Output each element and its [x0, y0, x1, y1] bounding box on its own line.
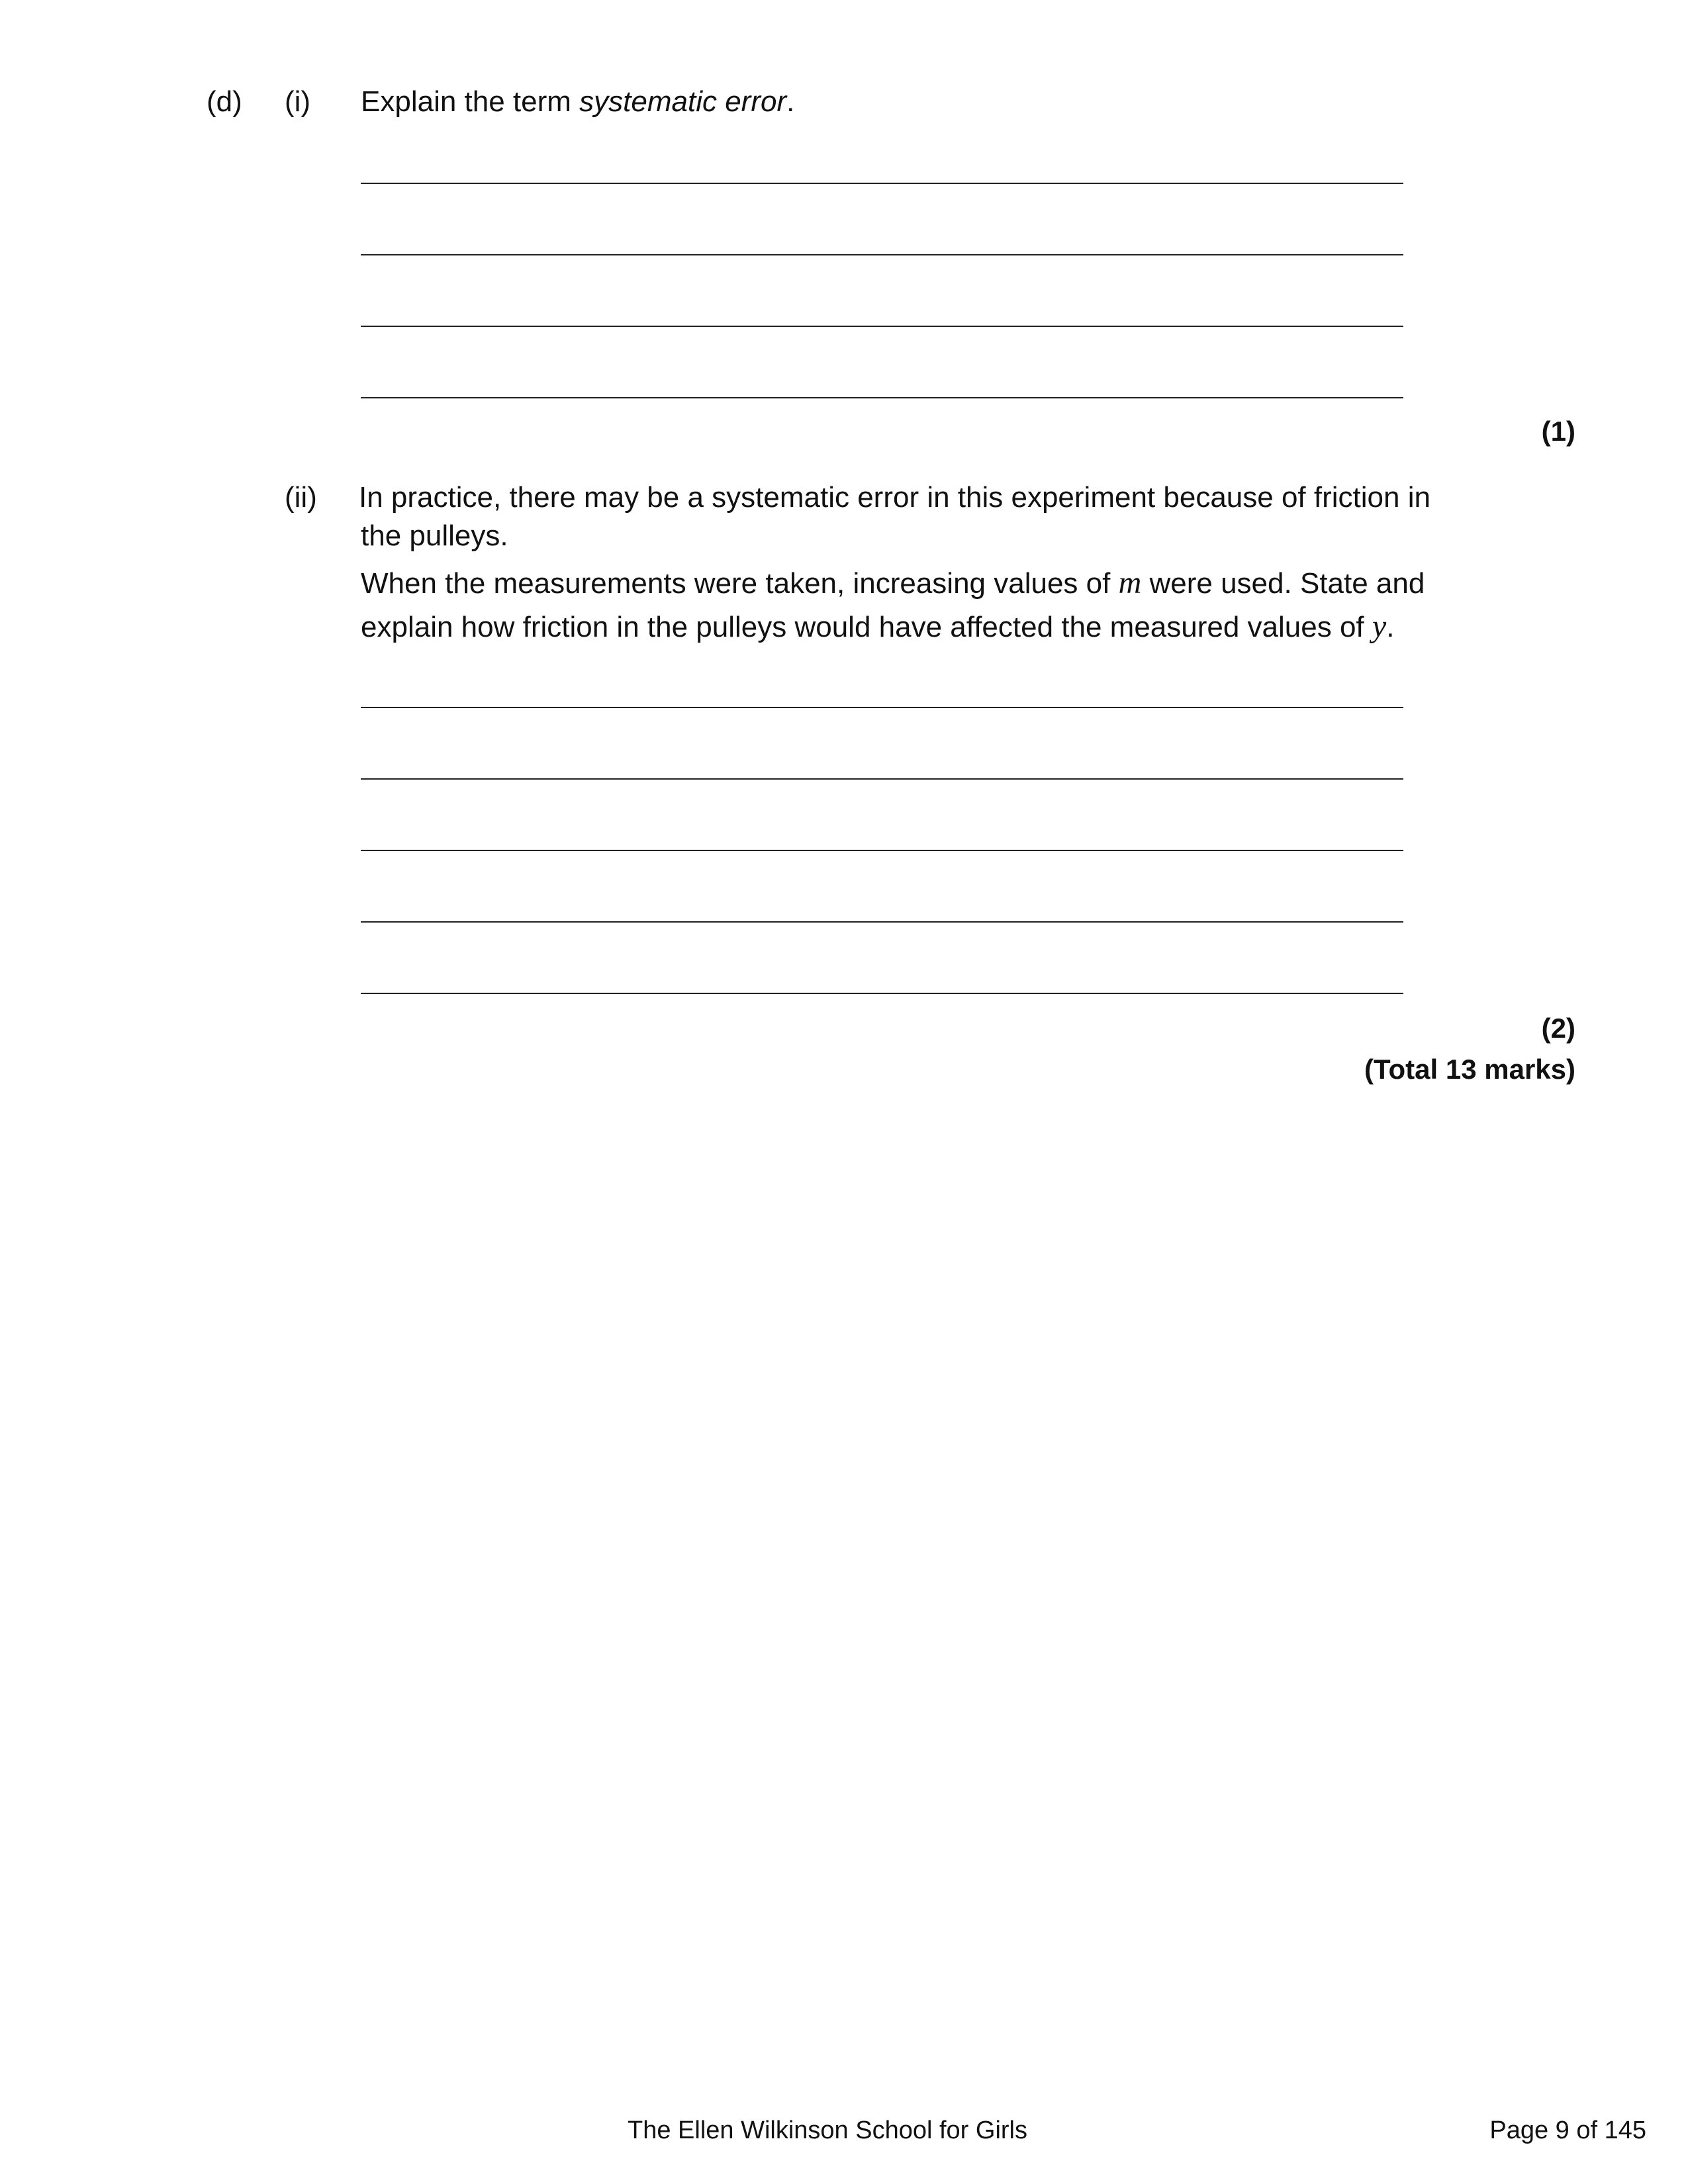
marks-i: (1)	[1541, 416, 1575, 447]
subpart-ii-label: (ii)	[285, 481, 317, 514]
answer-line-i-3[interactable]	[361, 326, 1403, 327]
question-ii-line-4-prefix: explain how friction in the pulleys would have affected the measured values of	[361, 611, 1372, 643]
question-i-suffix: .	[786, 85, 795, 118]
answer-line-ii-1[interactable]	[361, 707, 1403, 708]
answer-line-ii-4[interactable]	[361, 921, 1403, 923]
answer-line-i-1[interactable]	[361, 183, 1403, 184]
marks-ii: (2)	[1541, 1013, 1575, 1044]
question-ii-line-3-prefix: When the measurements were taken, increasing values of	[361, 567, 1119, 600]
question-ii-line-3	[361, 564, 1425, 602]
answer-line-ii-3[interactable]	[361, 850, 1403, 851]
question-ii-line-3-suffix: were used. State and	[1141, 567, 1425, 600]
question-i-prefix: Explain the term	[361, 85, 580, 118]
part-label: (d)	[207, 85, 242, 118]
subpart-i-label: (i)	[285, 85, 311, 118]
answer-line-i-4[interactable]	[361, 397, 1403, 398]
total-marks: (Total 13 marks)	[1364, 1054, 1575, 1085]
variable-y: y	[1372, 609, 1387, 644]
answer-line-ii-5[interactable]	[361, 993, 1403, 994]
question-i-text	[361, 85, 794, 120]
footer-page-number: Page 9 of 145	[1489, 2116, 1646, 2144]
variable-m: m	[1118, 565, 1142, 600]
question-i-term: systematic error	[579, 85, 787, 118]
question-ii-line-2: the pulleys.	[361, 520, 508, 552]
question-ii-line-4-suffix: .	[1386, 611, 1395, 643]
answer-line-i-2[interactable]	[361, 254, 1403, 255]
question-ii-line-1: In practice, there may be a systematic error in this experiment because of friction in	[359, 481, 1430, 514]
footer-school-name: The Ellen Wilkinson School for Girls	[628, 2116, 1027, 2144]
question-ii-line-4	[361, 608, 1394, 646]
answer-line-ii-2[interactable]	[361, 778, 1403, 780]
